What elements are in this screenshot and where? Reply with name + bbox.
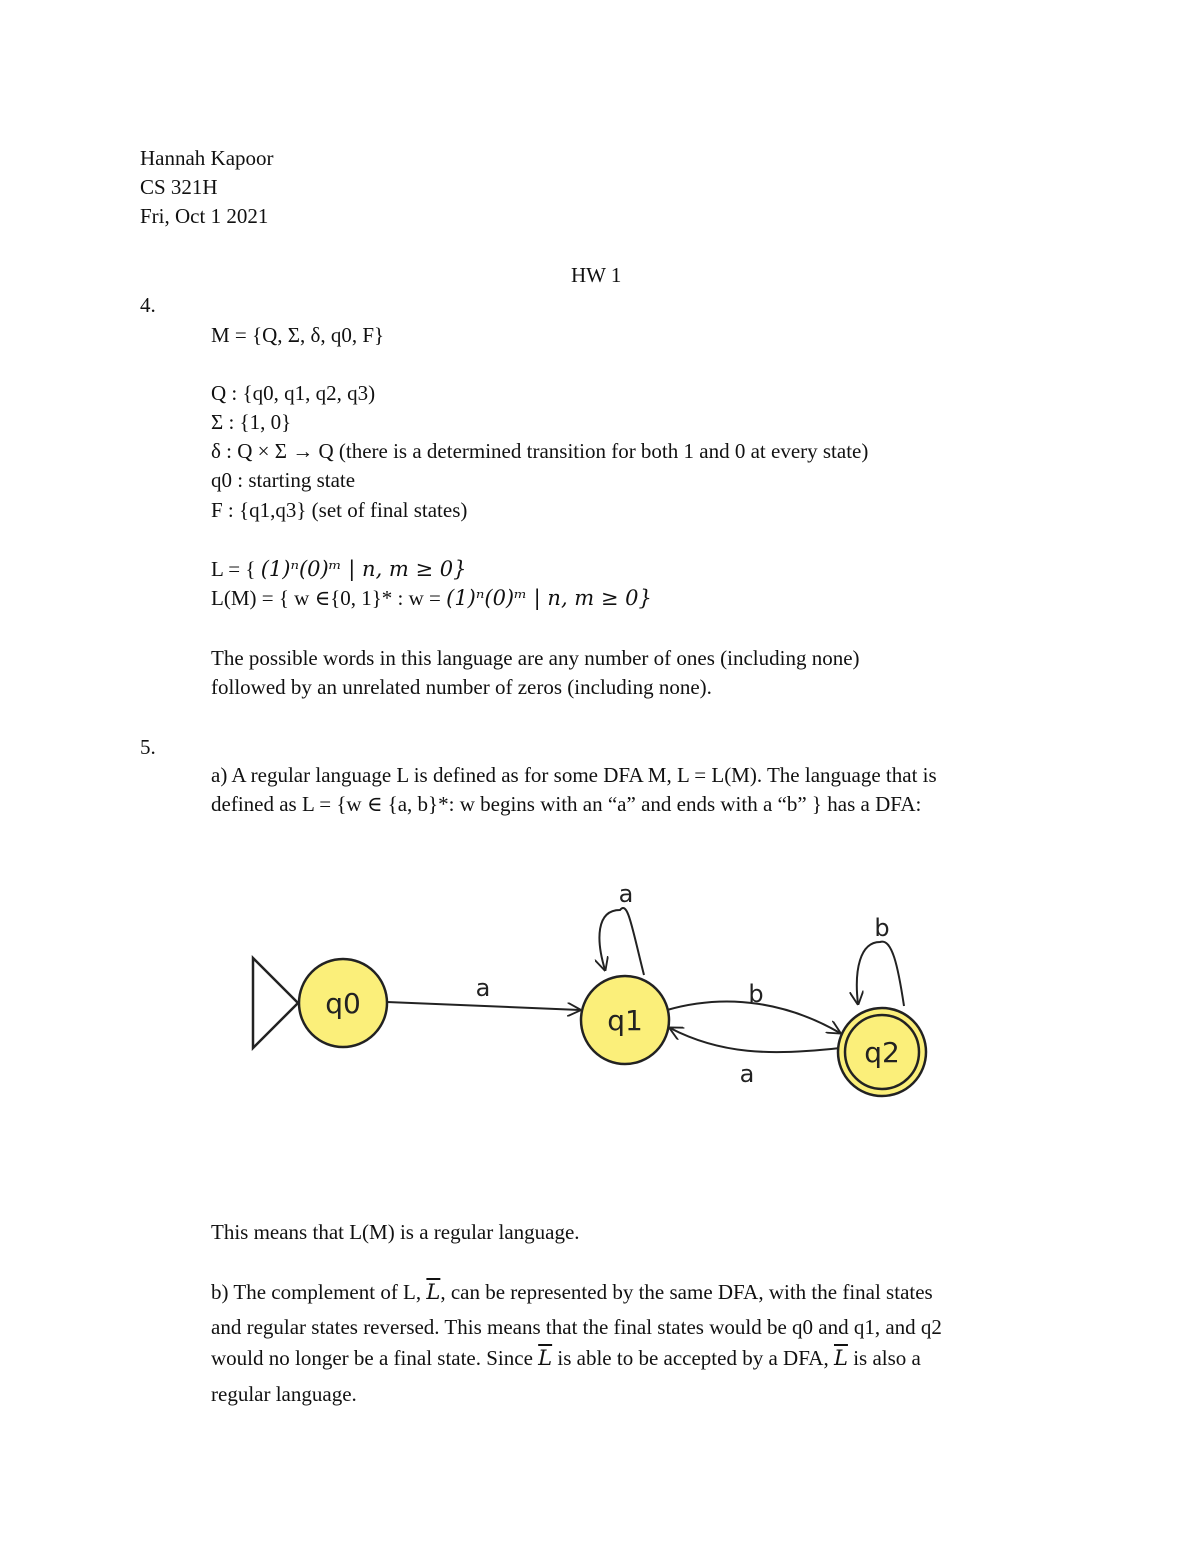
edge-q2-loop <box>857 942 904 1006</box>
q4-final-line: F : {q1,q3} (set of final states) <box>211 498 468 522</box>
q4-language-prefix: L = { <box>211 557 261 581</box>
q4-lm-expr: (1)ⁿ(0)ᵐ | n, m ≥ 0} <box>446 586 652 610</box>
start-arrow <box>253 958 298 1048</box>
q4-number: 4. <box>140 293 156 317</box>
edge-q1-loop <box>599 908 644 975</box>
state-label: q1 <box>607 1004 643 1037</box>
q4-machine: M = {Q, Σ, δ, q0, F} <box>211 323 385 347</box>
state-label: q0 <box>325 987 361 1020</box>
q4-explain-2: followed by an unrelated number of zeros (including none). <box>211 675 712 699</box>
state-q2-accepting <box>838 1008 926 1096</box>
edge-label: a <box>618 880 634 908</box>
edge-label: b <box>748 980 764 1008</box>
q4-language-expr: (1)ⁿ(0)ᵐ | n, m ≥ 0} <box>260 557 467 581</box>
q4-lm-prefix: L(M) = { w ∈{0, 1}* : w = <box>211 586 447 610</box>
edge-label: b <box>874 914 890 942</box>
q4-q-line: Q : {q0, q1, q2, q3) <box>211 381 376 405</box>
text-run: , can be represented by the same DFA, with the final states <box>440 1280 933 1304</box>
doc-title: HW 1 <box>571 263 622 287</box>
l-bar: $\overline{L}$ <box>538 1346 553 1370</box>
l-bar: $\overline{L}$ <box>426 1280 441 1304</box>
state-label: q2 <box>864 1036 900 1069</box>
author-name: Hannah Kapoor <box>140 146 274 170</box>
q4-sigma-line: Σ : {1, 0} <box>211 410 292 434</box>
edge-label: a <box>739 1060 755 1088</box>
q4-lm <box>211 584 652 612</box>
q4-start-line: q0 : starting state <box>211 468 356 492</box>
course-code: CS 321H <box>140 175 218 199</box>
q5-conclusion: This means that L(M) is a regular language. <box>211 1220 580 1244</box>
text-run: is able to be accepted by a DFA, <box>552 1346 834 1370</box>
q5-b-line-1 <box>211 1278 933 1306</box>
edge-label: a <box>475 974 491 1002</box>
text-run: b) The complement of L, <box>211 1280 427 1304</box>
q5-b-line-4: regular language. <box>211 1382 357 1406</box>
date: Fri, Oct 1 2021 <box>140 204 269 228</box>
q4-language <box>211 555 467 583</box>
l-bar: $\overline{L}$ <box>833 1346 848 1370</box>
q4-delta-line: δ : Q × Σ → Q (there is a determined transition for both 1 and 0 at every state) <box>211 439 869 463</box>
q4-explain-1: The possible words in this language are any number of ones (including none) <box>211 646 860 670</box>
q5-a-line-2: defined as L = {w ∈ {a, b}*: w begins with an “a” and ends with a “b” } has a DFA: <box>211 792 922 816</box>
state-q0 <box>299 959 387 1047</box>
dfa-diagram <box>230 870 970 1110</box>
edge-q0-q1 <box>387 1002 580 1010</box>
q5-b-line-2: and regular states reversed. This means that the final states would be q0 and q1, and q2 <box>211 1315 942 1339</box>
q5-b-line-3 <box>211 1344 921 1372</box>
q5-number: 5. <box>140 735 156 759</box>
edge-q2-q1 <box>670 1028 840 1052</box>
state-q1 <box>581 976 669 1064</box>
q5-a-line-1: a) A regular language L is defined as for some DFA M, L = L(M). The language that is <box>211 763 937 787</box>
text-run: is also a <box>847 1346 921 1370</box>
text-run: would no longer be a final state. Since <box>211 1346 539 1370</box>
